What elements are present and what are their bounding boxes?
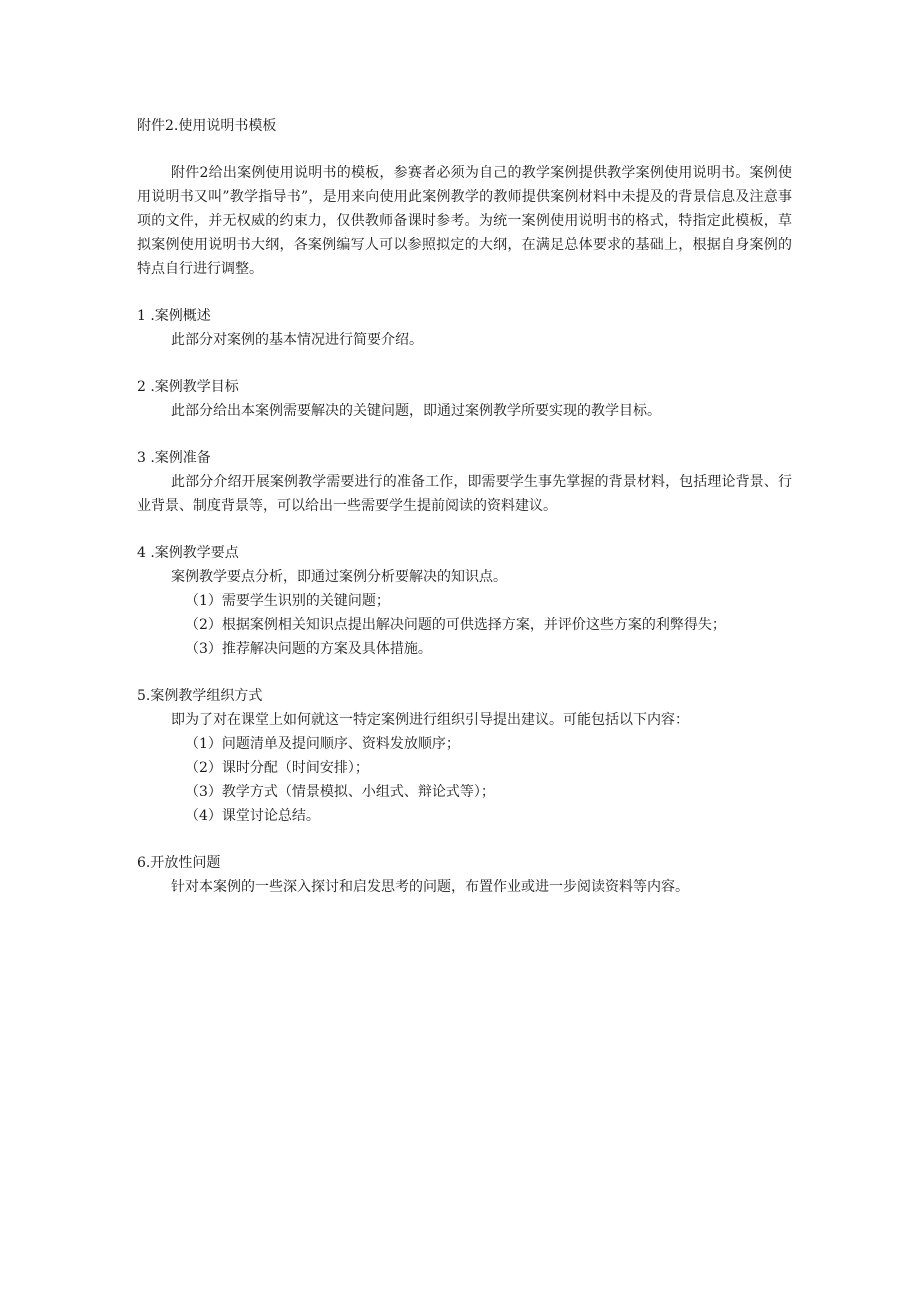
list-item: （2）根据案例相关知识点提出解决问题的可供选择方案，并评价这些方案的利弊得失； (185, 617, 726, 633)
section-preparation (137, 446, 792, 518)
section-paragraph: 此部分给出本案例需要解决的关键问题，即通过案例教学所要实现的教学目标。 (171, 403, 661, 419)
list-item: （3）推荐解决问题的方案及具体措施。 (185, 641, 432, 657)
document-title: 附件2.使用说明书模板 (137, 118, 277, 134)
section-teaching-goals (137, 375, 792, 423)
section-heading: 6.开放性问题 (137, 855, 221, 871)
section-heading: 4 .案例教学要点 (137, 545, 239, 561)
section-open-questions (137, 851, 792, 899)
section-heading: 1 .案例概述 (137, 308, 211, 324)
section-key-points (137, 541, 792, 661)
section-paragraph: 此部分对案例的基本情况进行简要介绍。 (171, 332, 423, 348)
list-item: （1）需要学生识别的关键问题； (185, 593, 390, 609)
section-paragraph: 案例教学要点分析，即通过案例分析要解决的知识点。 (171, 569, 507, 585)
section-paragraph: 此部分介绍开展案例教学需要进行的准备工作，即需要学生事先掌握的背景材料，包括理论背景、行业背景、制度背景等，可以给出一些需要学生提前阅读的资料建议。 (137, 474, 792, 514)
section-heading: 5.案例教学组织方式 (137, 688, 263, 704)
section-heading: 2 .案例教学目标 (137, 379, 239, 395)
list-item: （1）问题清单及提问顺序、资料发放顺序； (185, 736, 460, 752)
section-heading: 3 .案例准备 (137, 450, 211, 466)
intro-paragraph: 附件2给出案例使用说明书的模板，参赛者必须为自己的教学案例提供教学案例使用说明书。案例使用说明书又叫”教学指导书”，是用来向使用此案例教学的教师提供案例材料中未提及的背景信息及注意事项的文件，并无权威的约束力，仅供教师备课时参考。为统一案例使用说明书的格式，特指定此模板，草拟案例使用说明书大纲，各案例编写人可以参照拟定的大纲，在满足总体要求的基础上，根据自身案例的特点自行进行调整。 (137, 165, 792, 277)
section-organization (137, 684, 792, 828)
document-page (137, 114, 792, 922)
list-item: （4）课堂讨论总结。 (185, 808, 320, 824)
section-paragraph: 针对本案例的一些深入探讨和启发思考的问题，布置作业或进一步阅读资料等内容。 (171, 879, 689, 895)
section-overview (137, 304, 792, 352)
list-item: （2）课时分配（时间安排）； (185, 760, 369, 776)
section-paragraph: 即为了对在课堂上如何就这一特定案例进行组织引导提出建议。可能包括以下内容： (171, 712, 689, 728)
list-item: （3）教学方式（情景模拟、小组式、辩论式等）； (185, 784, 495, 800)
